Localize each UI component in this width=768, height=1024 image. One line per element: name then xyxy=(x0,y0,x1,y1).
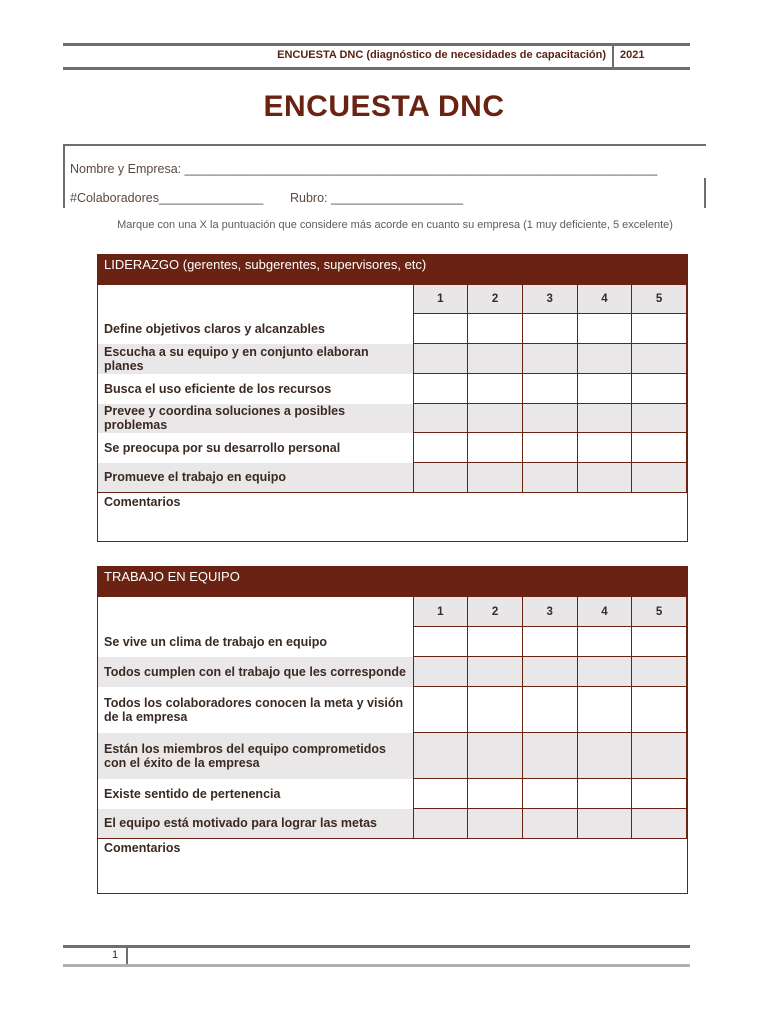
table-row xyxy=(98,627,687,657)
question-label: Todos los colaboradores conocen la meta y visión de la empresa xyxy=(104,695,404,724)
rating-cell[interactable] xyxy=(413,463,468,493)
rating-cell[interactable] xyxy=(577,463,632,493)
question-label: Promueve el trabajo en equipo xyxy=(98,463,413,493)
rating-cell[interactable] xyxy=(413,404,468,433)
rating-cell[interactable] xyxy=(468,687,523,733)
rating-cell[interactable] xyxy=(522,404,577,433)
rating-grid xyxy=(98,284,687,493)
question-label: Existe sentido de pertenencia xyxy=(104,786,281,801)
rating-cell[interactable] xyxy=(632,404,687,433)
instructions: Marque con una X la puntuación que considere más acorde en cuanto su empresa (1 muy deficiente, 5 excelente) xyxy=(117,219,673,231)
question-label: Busca el uso eficiente de los recursos xyxy=(104,381,332,396)
rating-cell[interactable] xyxy=(632,733,687,779)
rating-cell[interactable] xyxy=(632,687,687,733)
table-row xyxy=(98,463,687,493)
scale-5: 5 xyxy=(632,597,687,627)
rating-cell[interactable] xyxy=(522,809,577,839)
question-label: Escucha a su equipo y en conjunto elaboran planes xyxy=(98,344,413,374)
rating-cell[interactable] xyxy=(632,779,687,809)
footer-top-rule xyxy=(63,945,690,948)
table-row xyxy=(98,779,687,809)
section-liderazgo xyxy=(97,254,688,542)
rating-cell[interactable] xyxy=(522,463,577,493)
rating-cell[interactable] xyxy=(522,314,577,344)
rating-cell[interactable] xyxy=(413,733,468,779)
header-title: ENCUESTA DNC (diagnóstico de necesidades de capacitación) xyxy=(277,49,606,61)
page-title: ENCUESTA DNC xyxy=(263,90,505,123)
scale-5: 5 xyxy=(632,285,687,314)
header-year: 2021 xyxy=(620,49,645,61)
rating-cell[interactable] xyxy=(522,779,577,809)
table-row xyxy=(98,733,687,779)
info-box-left-border xyxy=(63,144,65,208)
rating-cell[interactable] xyxy=(577,779,632,809)
question-label: Se vive un clima de trabajo en equipo xyxy=(104,634,327,649)
scale-4: 4 xyxy=(577,597,632,627)
rating-cell[interactable] xyxy=(468,779,523,809)
header-separator xyxy=(612,46,614,67)
rating-cell[interactable] xyxy=(522,657,577,687)
question-label: El equipo está motivado para lograr las metas xyxy=(98,809,413,839)
section-header: LIDERAZGO (gerentes, subgerentes, supervisores, etc) xyxy=(98,255,687,285)
scale-3: 3 xyxy=(522,597,577,627)
name-company-field[interactable]: Nombre y Empresa: ____________________________________________________________________ xyxy=(70,162,658,176)
section-header: TRABAJO EN EQUIPO xyxy=(98,567,687,597)
comments-label[interactable]: Comentarios xyxy=(104,495,181,509)
header-top-rule xyxy=(63,43,690,46)
comments-label[interactable]: Comentarios xyxy=(104,841,181,855)
rating-cell[interactable] xyxy=(413,374,468,404)
rating-cell[interactable] xyxy=(577,404,632,433)
rating-cell[interactable] xyxy=(577,657,632,687)
rating-cell[interactable] xyxy=(468,344,523,374)
rating-cell[interactable] xyxy=(413,627,468,657)
rating-cell[interactable] xyxy=(632,657,687,687)
rating-cell[interactable] xyxy=(522,733,577,779)
footer-bottom-rule xyxy=(63,964,690,967)
rating-cell[interactable] xyxy=(413,687,468,733)
collaborators-field[interactable]: #Colaboradores_______________ xyxy=(70,191,264,205)
question-label: Se preocupa por su desarrollo personal xyxy=(104,440,341,455)
rating-cell[interactable] xyxy=(468,733,523,779)
rating-cell[interactable] xyxy=(413,809,468,839)
rating-cell[interactable] xyxy=(577,433,632,463)
info-box-right-border xyxy=(704,178,706,208)
rating-cell[interactable] xyxy=(632,344,687,374)
rating-cell[interactable] xyxy=(632,809,687,839)
rating-cell[interactable] xyxy=(468,809,523,839)
rating-cell[interactable] xyxy=(577,733,632,779)
rating-cell[interactable] xyxy=(577,374,632,404)
table-row xyxy=(98,657,687,687)
rating-cell[interactable] xyxy=(468,374,523,404)
scale-4: 4 xyxy=(577,285,632,314)
rating-cell[interactable] xyxy=(577,687,632,733)
rating-cell[interactable] xyxy=(468,314,523,344)
rating-cell[interactable] xyxy=(468,433,523,463)
rating-cell[interactable] xyxy=(632,627,687,657)
rating-cell[interactable] xyxy=(522,687,577,733)
rating-cell[interactable] xyxy=(468,657,523,687)
rating-cell[interactable] xyxy=(413,433,468,463)
scale-1: 1 xyxy=(413,597,468,627)
rubro-field[interactable]: Rubro: ___________________ xyxy=(290,191,464,205)
table-row xyxy=(98,314,687,344)
scale-3: 3 xyxy=(522,285,577,314)
rating-cell[interactable] xyxy=(468,463,523,493)
rating-cell[interactable] xyxy=(577,344,632,374)
rating-cell[interactable] xyxy=(413,779,468,809)
rating-cell[interactable] xyxy=(468,627,523,657)
scale-2: 2 xyxy=(468,597,523,627)
table-row xyxy=(98,374,687,404)
question-label: Prevee y coordina soluciones a posibles problemas xyxy=(98,404,413,433)
table-row xyxy=(98,809,687,839)
rating-cell[interactable] xyxy=(413,344,468,374)
rating-cell[interactable] xyxy=(522,627,577,657)
question-label: Define objetivos claros y alcanzables xyxy=(104,321,325,336)
rating-cell[interactable] xyxy=(413,657,468,687)
rating-cell[interactable] xyxy=(522,374,577,404)
table-row xyxy=(98,344,687,374)
rating-cell[interactable] xyxy=(522,433,577,463)
footer-separator xyxy=(126,945,128,965)
table-row xyxy=(98,433,687,463)
rating-cell[interactable] xyxy=(522,344,577,374)
section-trabajo-en-equipo xyxy=(97,566,688,894)
rating-grid xyxy=(98,596,687,839)
rating-cell[interactable] xyxy=(413,314,468,344)
rating-cell[interactable] xyxy=(577,627,632,657)
rating-cell[interactable] xyxy=(632,463,687,493)
rating-cell[interactable] xyxy=(577,809,632,839)
scale-2: 2 xyxy=(468,285,523,314)
table-row xyxy=(98,687,687,733)
question-label: Están los miembros del equipo comprometidos con el éxito de la empresa xyxy=(98,733,413,779)
question-label: Todos cumplen con el trabajo que les corresponde xyxy=(98,657,413,687)
rating-cell[interactable] xyxy=(632,433,687,463)
info-box-top-border xyxy=(63,144,706,146)
table-row xyxy=(98,404,687,433)
rating-cell[interactable] xyxy=(468,404,523,433)
header-bottom-rule xyxy=(63,67,690,70)
rating-cell[interactable] xyxy=(632,374,687,404)
rating-cell[interactable] xyxy=(632,314,687,344)
scale-1: 1 xyxy=(413,285,468,314)
page-number: 1 xyxy=(112,949,119,961)
rating-cell[interactable] xyxy=(577,314,632,344)
